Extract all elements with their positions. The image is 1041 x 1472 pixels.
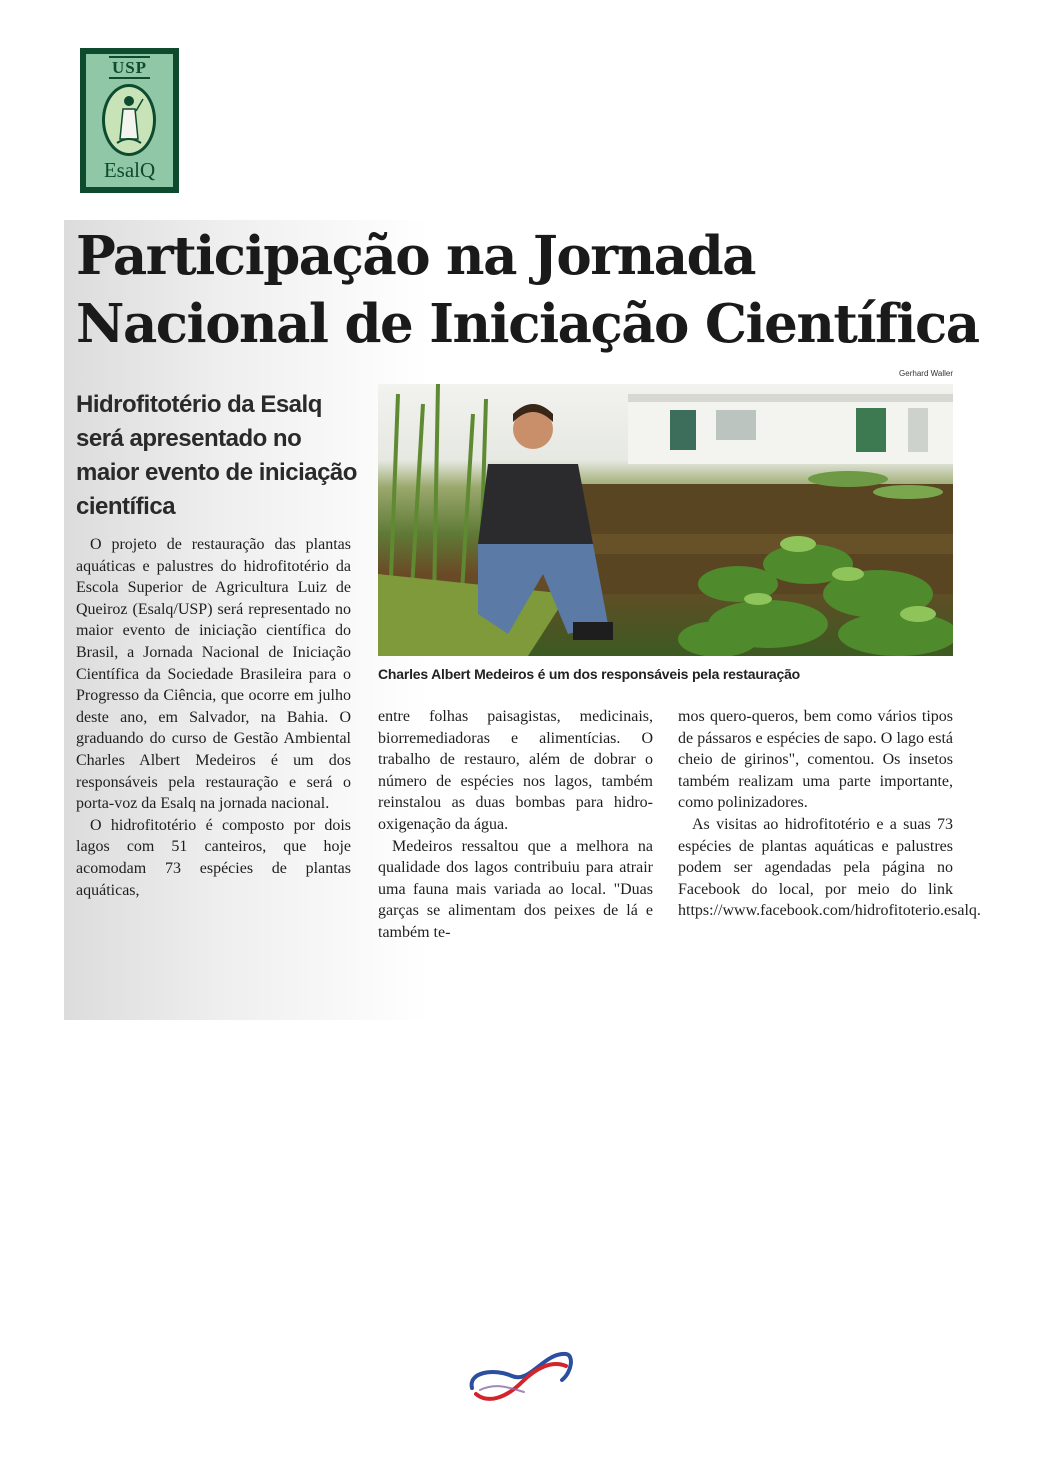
photo-scene-icon bbox=[378, 384, 953, 656]
paragraph: O hidrofitotério é composto por dois lagos com 51 canteiros, que hoje acomodam 73 espécies de plantas aquáticas, bbox=[76, 816, 351, 899]
paragraph: Medeiros ressaltou que a melhora na qualidade dos lagos contribuiu para atrair uma fauna mais variada ao local. "Duas garças se alimentam dos peixes de lá e também te- bbox=[378, 837, 653, 941]
body-column-3 bbox=[678, 706, 981, 922]
esalq-logo bbox=[80, 48, 179, 193]
article-photo bbox=[378, 384, 953, 656]
figure-icon bbox=[105, 87, 153, 153]
headline-line-1: Participação na Jornada bbox=[76, 225, 755, 287]
logo-emblem-icon bbox=[102, 84, 156, 156]
photo-caption: Charles Albert Medeiros é um dos responsáveis pela restauração bbox=[378, 666, 801, 682]
logo-field bbox=[86, 54, 173, 187]
logo-usp-text: USP bbox=[86, 58, 173, 78]
headline-line-2: Nacional de Iniciação Científica bbox=[76, 293, 979, 355]
logo-esalq-text: EsalQ bbox=[103, 158, 156, 182]
ribbon-logo-icon bbox=[466, 1342, 574, 1406]
paragraph: mos quero-queros, bem como vários tipos de pássaros e espécies de sapo. O lago está cheio de girinos", comentou. Os insetos também realizam uma parte importante, como polinizadores. bbox=[678, 708, 953, 812]
body-column-2 bbox=[378, 706, 653, 944]
subheadline: Hidrofitotério da Esalq será apresentado no maior evento de iniciação científica bbox=[76, 391, 357, 520]
paragraph: As visitas ao hidrofitotério e a suas 73 espécies de plantas aquáticas e palustres podem ser agendadas pela página no Facebook do local, por meio do link https://www.facebook.com/hidrofitoterio.esalq. bbox=[678, 815, 981, 920]
paragraph: entre folhas paisagistas, medicinais, biorremediadoras e alimentícias. O trabalho de restauro, além de dobrar o número de espécies nos lagos, também reinstalou as duas bombas para hidro-oxigenação da água. bbox=[378, 708, 653, 833]
body-column-1 bbox=[76, 534, 351, 901]
paragraph: O projeto de restauração das plantas aquáticas e palustres do hidrofitotério da Escola Superior de Agricultura Luiz de Queiroz (Esalq/USP) será representado no maior evento de iniciação científica do Brasil, a Jornada Nacional de Iniciação Científica da Sociedade Brasileira para o Progresso da Ciência, que ocorre em julho deste ano, em Salvador, na Bahia. O graduando do curso de Gestão Ambiental Charles Albert Medeiros é um dos responsáveis pela restauração e será o porta-voz da Esalq na jornada nacional. bbox=[76, 536, 351, 813]
photo-credit: Gerhard Waller bbox=[899, 369, 953, 378]
headline bbox=[76, 222, 979, 358]
